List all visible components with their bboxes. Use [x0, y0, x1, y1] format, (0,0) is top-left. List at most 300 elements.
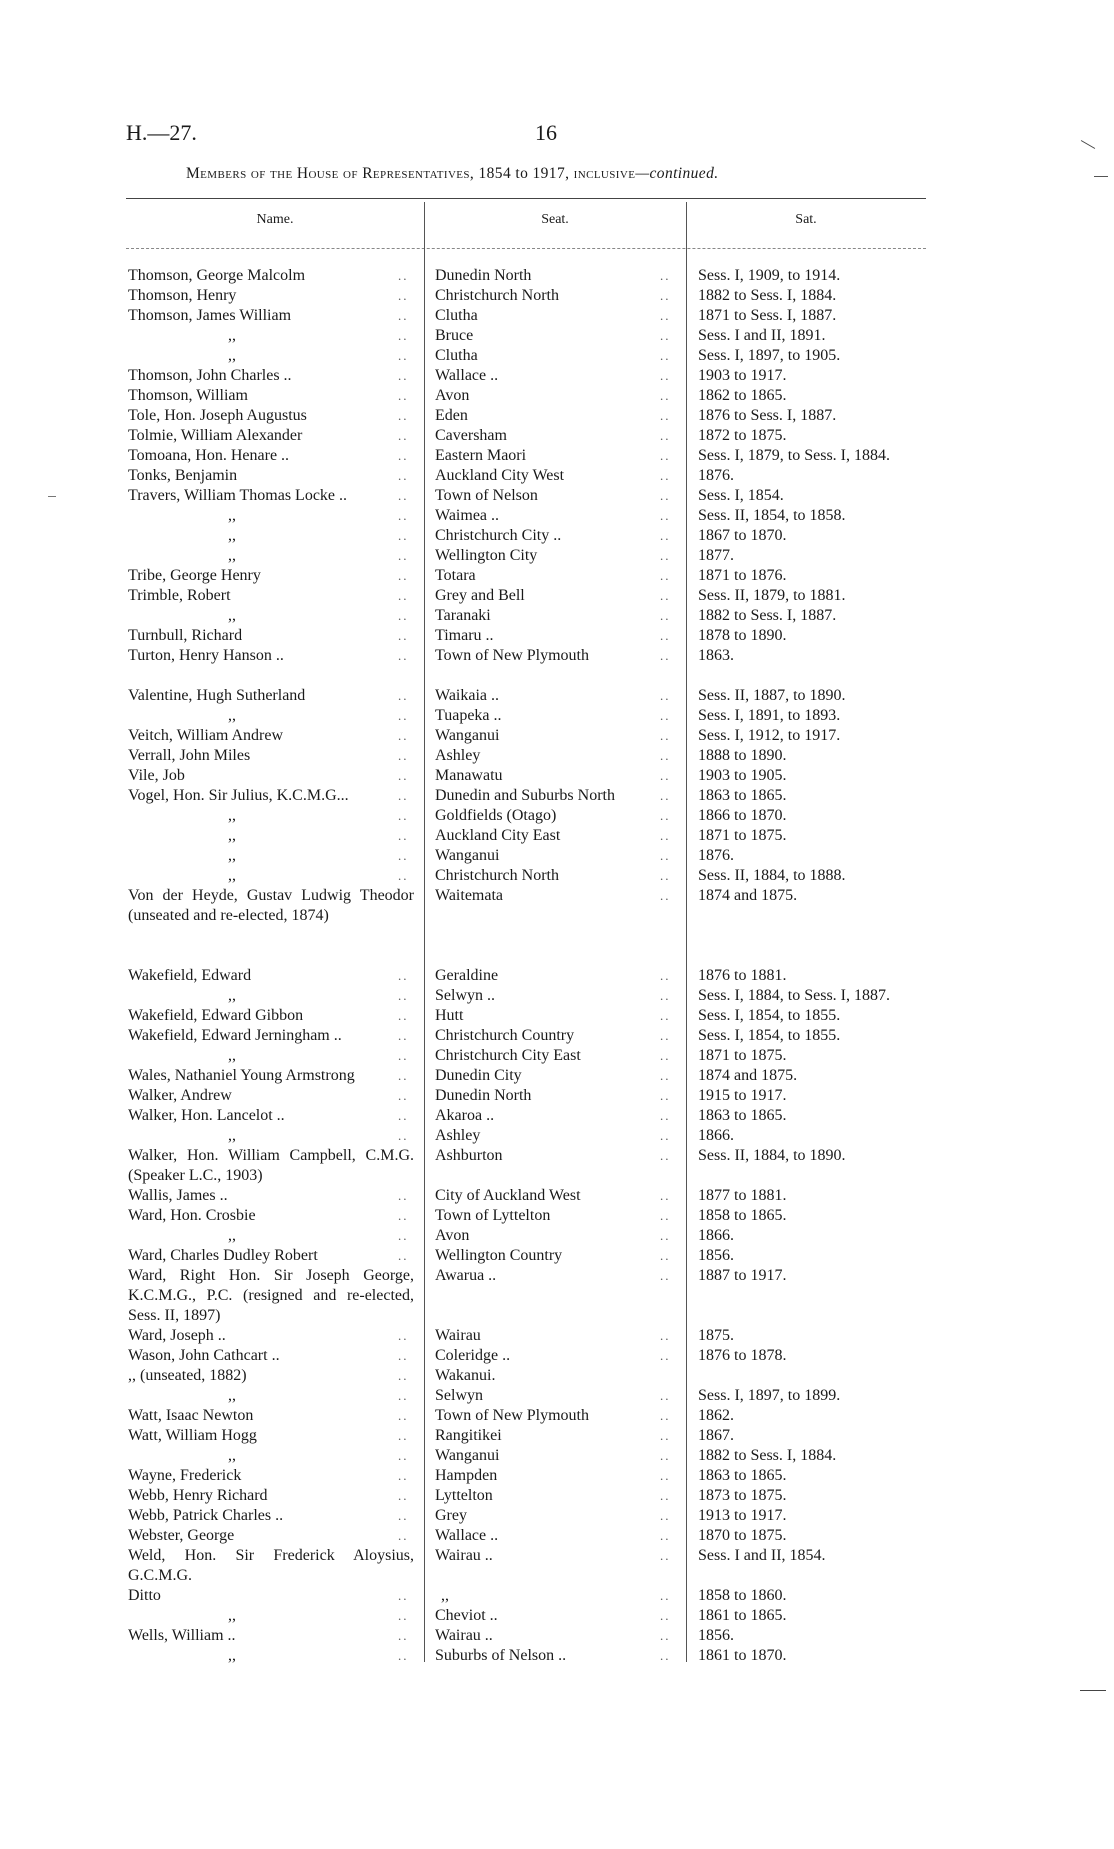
leader-dots: .. — [660, 1148, 671, 1163]
member-seat: Wellington City — [435, 547, 538, 564]
member-name: ,, — [228, 327, 236, 344]
member-name: ,, — [228, 527, 236, 544]
table-row — [0, 466, 1114, 486]
member-sat: 1858 to 1860. — [698, 1587, 787, 1604]
member-sat: 1871 to 1875. — [698, 827, 787, 844]
member-name: ,, — [228, 1127, 236, 1144]
leader-dots: .. — [398, 568, 409, 583]
member-name: Veitch, William Andrew — [128, 727, 284, 744]
table-row — [0, 1486, 1114, 1506]
table-row — [0, 1626, 1114, 1646]
member-seat: Tuapeka .. — [435, 707, 502, 724]
member-name: ,, — [228, 547, 236, 564]
leader-dots: .. — [398, 1408, 409, 1423]
leader-dots: .. — [660, 608, 671, 623]
member-name: ,, — [228, 507, 236, 524]
leader-dots: .. — [660, 548, 671, 563]
table-row — [0, 1066, 1114, 1086]
member-name: Turton, Henry Hanson .. — [128, 647, 284, 664]
member-name: ,, — [228, 607, 236, 624]
member-sat: 1867. — [698, 1427, 734, 1444]
leader-dots: .. — [398, 688, 409, 703]
leader-dots: .. — [398, 728, 409, 743]
member-name: ,, (unseated, 1882) — [128, 1367, 247, 1384]
leader-dots: .. — [660, 648, 671, 663]
member-seat: Ashley — [435, 747, 481, 764]
leader-dots: .. — [660, 968, 671, 983]
table-row — [0, 1586, 1114, 1606]
leader-dots: .. — [398, 1428, 409, 1443]
member-seat: Grey — [435, 1507, 467, 1524]
member-sat: 1871 to Sess. I, 1887. — [698, 307, 837, 324]
member-sat: Sess. II, 1884, to 1890. — [698, 1147, 846, 1164]
leader-dots: .. — [660, 288, 671, 303]
member-name: Tole, Hon. Joseph Augustus — [128, 407, 307, 424]
member-seat: Wakanui. — [435, 1367, 496, 1384]
member-seat: Christchurch North — [435, 867, 559, 884]
margin-mark — [1094, 176, 1108, 177]
member-name: Wallis, James .. — [128, 1187, 228, 1204]
table-row — [0, 546, 1114, 566]
member-sat: 1867 to 1870. — [698, 527, 787, 544]
member-name: Thomson, John Charles .. — [128, 367, 292, 384]
member-seat: Christchurch City .. — [435, 527, 562, 544]
member-name: Ward, Right Hon. Sir Joseph George, K.C.M.G., P.C. (resigned and re-elected, Sess. II, 1897) — [128, 1267, 414, 1324]
member-name: Watt, William Hogg — [128, 1427, 257, 1444]
member-name: Webb, Henry Richard — [128, 1487, 268, 1504]
leader-dots: .. — [660, 1548, 671, 1563]
member-name: Ward, Joseph .. — [128, 1327, 226, 1344]
member-sat: 1903 to 1917. — [698, 367, 787, 384]
leader-dots: .. — [660, 1608, 671, 1623]
table-row — [0, 686, 1114, 706]
member-seat: Town of Lyttelton — [435, 1207, 551, 1224]
table-row — [0, 1326, 1114, 1346]
table-row — [0, 866, 1114, 886]
member-seat: Manawatu — [435, 767, 503, 784]
table-row — [0, 586, 1114, 606]
member-seat: Wairau .. — [435, 1627, 493, 1644]
leader-dots: .. — [398, 1248, 409, 1263]
member-sat: Sess. I and II, 1891. — [698, 327, 826, 344]
leader-dots: .. — [660, 1128, 671, 1143]
member-seat: Wallace .. — [435, 367, 499, 384]
member-sat: 1863 to 1865. — [698, 1107, 787, 1124]
table-row — [0, 1006, 1114, 1026]
leader-dots: .. — [398, 1208, 409, 1223]
table-row — [0, 346, 1114, 366]
member-sat: 1882 to Sess. I, 1887. — [698, 607, 837, 624]
member-sat: 1873 to 1875. — [698, 1487, 787, 1504]
member-seat: Wanganui — [435, 1447, 500, 1464]
leader-dots: .. — [398, 1108, 409, 1123]
leader-dots: .. — [398, 1348, 409, 1363]
table-row — [0, 786, 1114, 806]
table-row — [0, 1026, 1114, 1046]
member-name: Webb, Patrick Charles .. — [128, 1507, 284, 1524]
member-sat: 1882 to Sess. I, 1884. — [698, 1447, 837, 1464]
leader-dots: .. — [398, 608, 409, 623]
table-row — [0, 1406, 1114, 1426]
table-row — [0, 1346, 1114, 1366]
leader-dots: .. — [398, 1048, 409, 1063]
member-seat: Wallace .. — [435, 1527, 499, 1544]
member-name: Wakefield, Edward Jerningham .. — [128, 1027, 342, 1044]
table-row — [0, 1046, 1114, 1066]
leader-dots: .. — [398, 1128, 409, 1143]
leader-dots: .. — [660, 1628, 671, 1643]
leader-dots: .. — [660, 1228, 671, 1243]
leader-dots: .. — [398, 1008, 409, 1023]
leader-dots: .. — [660, 468, 671, 483]
member-sat: 1871 to 1876. — [698, 567, 787, 584]
member-name: Valentine, Hugh Sutherland — [128, 687, 306, 704]
table-row — [0, 1646, 1114, 1666]
member-sat: Sess. I, 1909, to 1914. — [698, 267, 841, 284]
table-row — [0, 1266, 1114, 1326]
leader-dots: .. — [660, 1448, 671, 1463]
member-seat: Town of New Plymouth — [435, 647, 589, 664]
member-name: ,, — [228, 867, 236, 884]
table-row — [0, 1366, 1114, 1386]
margin-mark — [48, 496, 56, 497]
member-sat: 1876 to 1881. — [698, 967, 787, 984]
member-sat: 1878 to 1890. — [698, 627, 787, 644]
leader-dots: .. — [660, 408, 671, 423]
member-name: ,, — [228, 847, 236, 864]
leader-dots: .. — [398, 268, 409, 283]
member-sat: 1870 to 1875. — [698, 1527, 787, 1544]
section-gap — [0, 666, 1114, 686]
member-seat: Coleridge .. — [435, 1347, 511, 1364]
leader-dots: .. — [398, 1648, 409, 1663]
leader-dots: .. — [660, 1348, 671, 1363]
leader-dots: .. — [660, 588, 671, 603]
table-row — [0, 1246, 1114, 1266]
leader-dots: .. — [660, 1428, 671, 1443]
member-name: ,, — [228, 807, 236, 824]
table-row — [0, 506, 1114, 526]
table-row — [0, 526, 1114, 546]
member-sat: 1876. — [698, 467, 734, 484]
table-row — [0, 1106, 1114, 1126]
member-seat: Timaru .. — [435, 627, 494, 644]
leader-dots: .. — [398, 768, 409, 783]
member-sat: 1861 to 1870. — [698, 1647, 787, 1664]
leader-dots: .. — [398, 388, 409, 403]
member-seat: ,, — [441, 1587, 449, 1604]
member-name: ,, — [228, 1647, 236, 1664]
member-name: Von der Heyde, Gustav Ludwig Theodor (unseated and re-elected, 1874) — [128, 887, 414, 924]
leader-dots: .. — [398, 428, 409, 443]
member-name: Ward, Charles Dudley Robert — [128, 1247, 318, 1264]
member-seat: Hampden — [435, 1467, 498, 1484]
table-row — [0, 446, 1114, 466]
table-row — [0, 486, 1114, 506]
leader-dots: .. — [398, 1028, 409, 1043]
leader-dots: .. — [398, 488, 409, 503]
member-seat: Town of Nelson — [435, 487, 538, 504]
member-seat: Awarua .. — [435, 1267, 497, 1284]
member-name: Weld, Hon. Sir Frederick Aloysius, G.C.M.G. — [128, 1547, 414, 1584]
leader-dots: .. — [398, 1608, 409, 1623]
member-sat: 1876 to Sess. I, 1887. — [698, 407, 837, 424]
member-name: Thomson, George Malcolm — [128, 267, 306, 284]
leader-dots: .. — [398, 848, 409, 863]
leader-dots: .. — [398, 468, 409, 483]
leader-dots: .. — [398, 1448, 409, 1463]
table-row — [0, 1086, 1114, 1106]
leader-dots: .. — [660, 428, 671, 443]
leader-dots: .. — [398, 1328, 409, 1343]
leader-dots: .. — [660, 628, 671, 643]
column-header-sat: Sat. — [795, 212, 817, 227]
leader-dots: .. — [660, 1588, 671, 1603]
table-row — [0, 566, 1114, 586]
title-main: Members of the House of Representatives, — [186, 165, 475, 182]
table-row — [0, 606, 1114, 626]
leader-dots: .. — [660, 848, 671, 863]
member-seat: Wellington Country — [435, 1247, 563, 1264]
member-name: Vile, Job — [128, 767, 185, 784]
leader-dots: .. — [398, 748, 409, 763]
member-seat: Christchurch Country — [435, 1027, 575, 1044]
leader-dots: .. — [660, 568, 671, 583]
leader-dots: .. — [398, 708, 409, 723]
leader-dots: .. — [398, 868, 409, 883]
table-row — [0, 886, 1114, 946]
header-rule — [126, 248, 926, 249]
member-name: ,, — [228, 1227, 236, 1244]
member-sat: 1866 to 1870. — [698, 807, 787, 824]
member-seat: Geraldine — [435, 967, 499, 984]
member-seat: Ashburton — [435, 1147, 503, 1164]
member-name: ,, — [228, 707, 236, 724]
member-name: Webster, George — [128, 1527, 235, 1544]
member-seat: City of Auckland West — [435, 1187, 581, 1204]
member-seat: Rangitikei — [435, 1427, 502, 1444]
table-row — [0, 626, 1114, 646]
member-sat: 1888 to 1890. — [698, 747, 787, 764]
leader-dots: .. — [660, 1388, 671, 1403]
page-identifier: H.—27. — [126, 120, 197, 145]
leader-dots: .. — [660, 1028, 671, 1043]
leader-dots: .. — [398, 348, 409, 363]
margin-mark — [1081, 140, 1095, 149]
leader-dots: .. — [660, 888, 671, 903]
table-top-rule — [126, 198, 926, 199]
leader-dots: .. — [398, 288, 409, 303]
leader-dots: .. — [660, 528, 671, 543]
member-sat: 1915 to 1917. — [698, 1087, 787, 1104]
member-sat: 1856. — [698, 1627, 734, 1644]
table-row — [0, 826, 1114, 846]
table-row — [0, 426, 1114, 446]
table-row — [0, 1206, 1114, 1226]
leader-dots: .. — [398, 528, 409, 543]
leader-dots: .. — [660, 448, 671, 463]
member-sat: 1913 to 1917. — [698, 1507, 787, 1524]
leader-dots: .. — [660, 748, 671, 763]
leader-dots: .. — [398, 628, 409, 643]
member-sat: 1875. — [698, 1327, 734, 1344]
table-title — [186, 165, 926, 183]
member-name: Ward, Hon. Crosbie — [128, 1207, 256, 1224]
member-sat: Sess. I, 1879, to Sess. I, 1884. — [698, 447, 891, 464]
member-sat: 1874 and 1875. — [698, 1067, 798, 1084]
leader-dots: .. — [398, 648, 409, 663]
member-name: ,, — [228, 347, 236, 364]
member-seat: Grey and Bell — [435, 587, 525, 604]
member-name: ,, — [228, 827, 236, 844]
member-seat: Town of New Plymouth — [435, 1407, 589, 1424]
table-row — [0, 1606, 1114, 1626]
leader-dots: .. — [398, 1088, 409, 1103]
member-seat: Clutha — [435, 347, 478, 364]
member-name: ,, — [228, 1387, 236, 1404]
leader-dots: .. — [398, 1068, 409, 1083]
leader-dots: .. — [398, 1588, 409, 1603]
member-name: Wason, John Cathcart .. — [128, 1347, 280, 1364]
table-row — [0, 1426, 1114, 1446]
leader-dots: .. — [398, 828, 409, 843]
member-sat: Sess. I, 1897, to 1899. — [698, 1387, 841, 1404]
member-sat: Sess. II, 1854, to 1858. — [698, 507, 846, 524]
member-sat: Sess. I and II, 1854. — [698, 1547, 826, 1564]
member-seat: Waimea .. — [435, 507, 500, 524]
member-seat: Lyttelton — [435, 1487, 493, 1504]
member-seat: Dunedin City — [435, 1067, 522, 1084]
leader-dots: .. — [660, 1468, 671, 1483]
member-seat: Waikaia .. — [435, 687, 500, 704]
members-table-body — [0, 266, 1114, 1666]
leader-dots: .. — [660, 728, 671, 743]
member-seat: Auckland City East — [435, 827, 561, 844]
table-row — [0, 806, 1114, 826]
table-row — [0, 1386, 1114, 1406]
leader-dots: .. — [660, 308, 671, 323]
member-seat: Caversham — [435, 427, 507, 444]
member-sat: 1866. — [698, 1227, 734, 1244]
margin-mark — [1080, 1690, 1106, 1691]
member-seat: Dunedin and Suburbs North — [435, 787, 615, 804]
leader-dots: .. — [660, 828, 671, 843]
member-seat: Avon — [435, 387, 470, 404]
leader-dots: .. — [398, 1508, 409, 1523]
table-row — [0, 1466, 1114, 1486]
leader-dots: .. — [660, 808, 671, 823]
member-sat: 1882 to Sess. I, 1884. — [698, 287, 837, 304]
member-sat: 1903 to 1905. — [698, 767, 787, 784]
leader-dots: .. — [660, 1048, 671, 1063]
member-name: Vogel, Hon. Sir Julius, K.C.M.G... — [128, 787, 349, 804]
leader-dots: .. — [398, 788, 409, 803]
table-row — [0, 406, 1114, 426]
leader-dots: .. — [660, 788, 671, 803]
member-sat: 1861 to 1865. — [698, 1607, 787, 1624]
member-seat: Avon — [435, 1227, 470, 1244]
member-name: Tomoana, Hon. Henare .. — [128, 447, 290, 464]
table-row — [0, 1186, 1114, 1206]
member-name: Wayne, Frederick — [128, 1467, 242, 1484]
member-seat: Goldfields (Otago) — [435, 807, 557, 824]
member-sat: Sess. I, 1891, to 1893. — [698, 707, 841, 724]
member-seat: Cheviot .. — [435, 1607, 498, 1624]
member-sat: Sess. I, 1854, to 1855. — [698, 1027, 841, 1044]
member-name: Wells, William .. — [128, 1627, 236, 1644]
leader-dots: .. — [398, 448, 409, 463]
member-seat: Eastern Maori — [435, 447, 527, 464]
leader-dots: .. — [398, 1528, 409, 1543]
table-row — [0, 966, 1114, 986]
leader-dots: .. — [660, 1068, 671, 1083]
table-row — [0, 306, 1114, 326]
member-seat: Dunedin North — [435, 1087, 532, 1104]
member-sat: 1877 to 1881. — [698, 1187, 787, 1204]
leader-dots: .. — [660, 1008, 671, 1023]
member-seat: Dunedin North — [435, 267, 532, 284]
member-sat: 1862 to 1865. — [698, 387, 787, 404]
leader-dots: .. — [398, 328, 409, 343]
member-seat: Christchurch City East — [435, 1047, 581, 1064]
table-row — [0, 986, 1114, 1006]
leader-dots: .. — [660, 388, 671, 403]
member-sat: 1863. — [698, 647, 734, 664]
member-sat: Sess. I, 1854. — [698, 487, 784, 504]
leader-dots: .. — [398, 1468, 409, 1483]
member-sat: 1877. — [698, 547, 734, 564]
table-row — [0, 386, 1114, 406]
leader-dots: .. — [660, 1648, 671, 1663]
table-row — [0, 706, 1114, 726]
member-seat: Selwyn .. — [435, 987, 495, 1004]
member-sat: 1887 to 1917. — [698, 1267, 787, 1284]
member-seat: Wanganui — [435, 847, 500, 864]
table-row — [0, 326, 1114, 346]
leader-dots: .. — [398, 1388, 409, 1403]
table-row — [0, 286, 1114, 306]
member-name: Tribe, George Henry — [128, 567, 261, 584]
member-sat: 1866. — [698, 1127, 734, 1144]
leader-dots: .. — [660, 1088, 671, 1103]
member-sat: Sess. I, 1854, to 1855. — [698, 1007, 841, 1024]
member-name: Walker, Hon. Lancelot .. — [128, 1107, 285, 1124]
leader-dots: .. — [660, 488, 671, 503]
leader-dots: .. — [398, 1628, 409, 1643]
member-seat: Taranaki — [435, 607, 491, 624]
member-name: Walker, Hon. William Campbell, C.M.G. (Speaker L.C., 1903) — [128, 1147, 414, 1184]
member-seat: Hutt — [435, 1007, 464, 1024]
member-sat: 1858 to 1865. — [698, 1207, 787, 1224]
member-seat: Suburbs of Nelson .. — [435, 1647, 567, 1664]
table-row — [0, 1526, 1114, 1546]
leader-dots: .. — [398, 1188, 409, 1203]
member-seat: Wairau — [435, 1327, 481, 1344]
table-row — [0, 1126, 1114, 1146]
member-seat: Waitemata — [435, 887, 504, 904]
leader-dots: .. — [398, 1228, 409, 1243]
member-seat: Wanganui — [435, 727, 500, 744]
member-sat: 1863 to 1865. — [698, 1467, 787, 1484]
member-sat: Sess. II, 1887, to 1890. — [698, 687, 846, 704]
member-seat: Bruce — [435, 327, 474, 344]
table-row — [0, 646, 1114, 666]
table-row — [0, 1446, 1114, 1466]
member-seat: Ashley — [435, 1127, 481, 1144]
leader-dots: .. — [660, 1328, 671, 1343]
table-row — [0, 726, 1114, 746]
leader-dots: .. — [660, 688, 671, 703]
